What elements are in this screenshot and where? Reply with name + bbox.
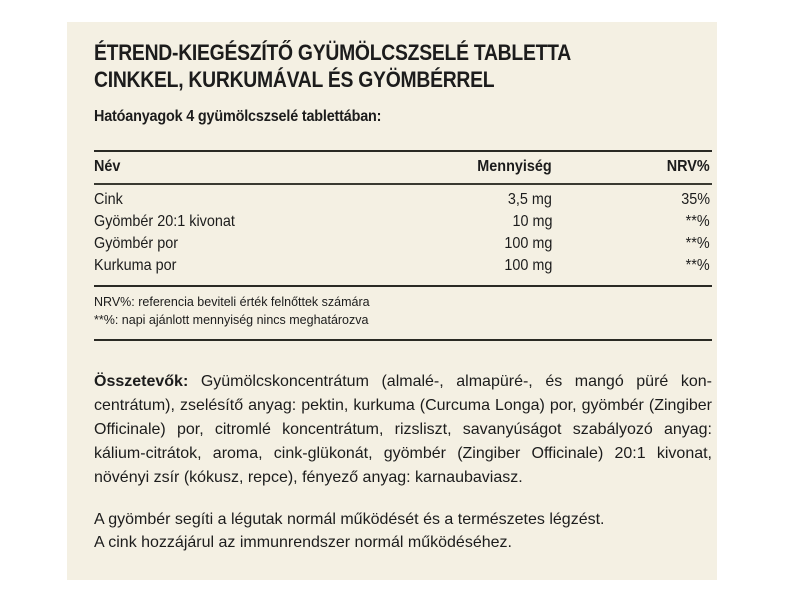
nrv-note: NRV%: referencia beviteli érték felnőttek számára bbox=[94, 295, 370, 309]
label-panel bbox=[67, 22, 717, 580]
cell-name: Cink bbox=[94, 191, 123, 208]
cell-nrv: **% bbox=[685, 257, 710, 274]
cell-amount: 10 mg bbox=[511, 213, 552, 230]
table-top-rule bbox=[94, 150, 712, 152]
claim-ginger: A gyömbér segíti a légutak normál működését és a természetes légzést. bbox=[94, 511, 605, 528]
notes-bottom-rule bbox=[94, 339, 712, 341]
table-header bbox=[94, 156, 712, 178]
header-rule bbox=[94, 183, 712, 185]
title-line-1: ÉTREND-KIEGÉSZÍTŐ GYÜMÖLCSZSELÉ TABLETTA bbox=[94, 40, 572, 65]
table-row bbox=[94, 189, 712, 211]
table-notes bbox=[94, 293, 370, 329]
table-row bbox=[94, 255, 712, 277]
stars-note: **%: napi ajánlott mennyiség nincs meghatározva bbox=[94, 313, 369, 327]
cell-name: Gyömbér por bbox=[94, 235, 179, 252]
cell-nrv: **% bbox=[685, 235, 710, 252]
product-title bbox=[94, 39, 627, 93]
active-ingredients-heading: Hatóanyagok 4 gyümölcszselé tablettában: bbox=[94, 108, 382, 125]
health-claims bbox=[94, 508, 604, 554]
cell-amount: 3,5 mg bbox=[507, 191, 552, 208]
cell-name: Gyömbér 20:1 kivonat bbox=[94, 213, 235, 230]
cell-name: Kurkuma por bbox=[94, 257, 177, 274]
header-amount: Mennyiség bbox=[477, 158, 552, 175]
table-row bbox=[94, 233, 712, 255]
header-name: Név bbox=[94, 158, 121, 175]
title-line-2: CINKKEL, KURKUMÁVAL ÉS GYÖMBÉRREL bbox=[94, 67, 495, 92]
cell-nrv: 35% bbox=[681, 191, 710, 208]
ingredients-text: Gyümölcskoncentrátum (almalé-, almapüré-, és mangó püré koncentrátum), zselésítő anyag: pektin, kurkuma (Curcuma Longa) por, gyömbér (Zingiber Officinale) por, citromlé koncentrátum, rizsliszt, savanyúságot szabályozó anyag: kálium-citrátok, aroma, cink-glükonát, gyömbér (Zingiber Officinale) 20:1 kivonat, növényi zsír (kókusz, repce), fényező anyag: karnaubaviasz. bbox=[94, 373, 712, 486]
claim-zinc: A cink hozzájárul az immunrendszer normál működéséhez. bbox=[94, 534, 512, 551]
table-bottom-rule bbox=[94, 285, 712, 287]
ingredients-label: Összetevők: bbox=[94, 373, 189, 390]
header-nrv: NRV% bbox=[667, 158, 710, 175]
cell-nrv: **% bbox=[685, 213, 710, 230]
cell-amount: 100 mg bbox=[503, 235, 552, 252]
table-row bbox=[94, 211, 712, 233]
ingredients-paragraph bbox=[94, 370, 712, 490]
cell-amount: 100 mg bbox=[503, 257, 552, 274]
